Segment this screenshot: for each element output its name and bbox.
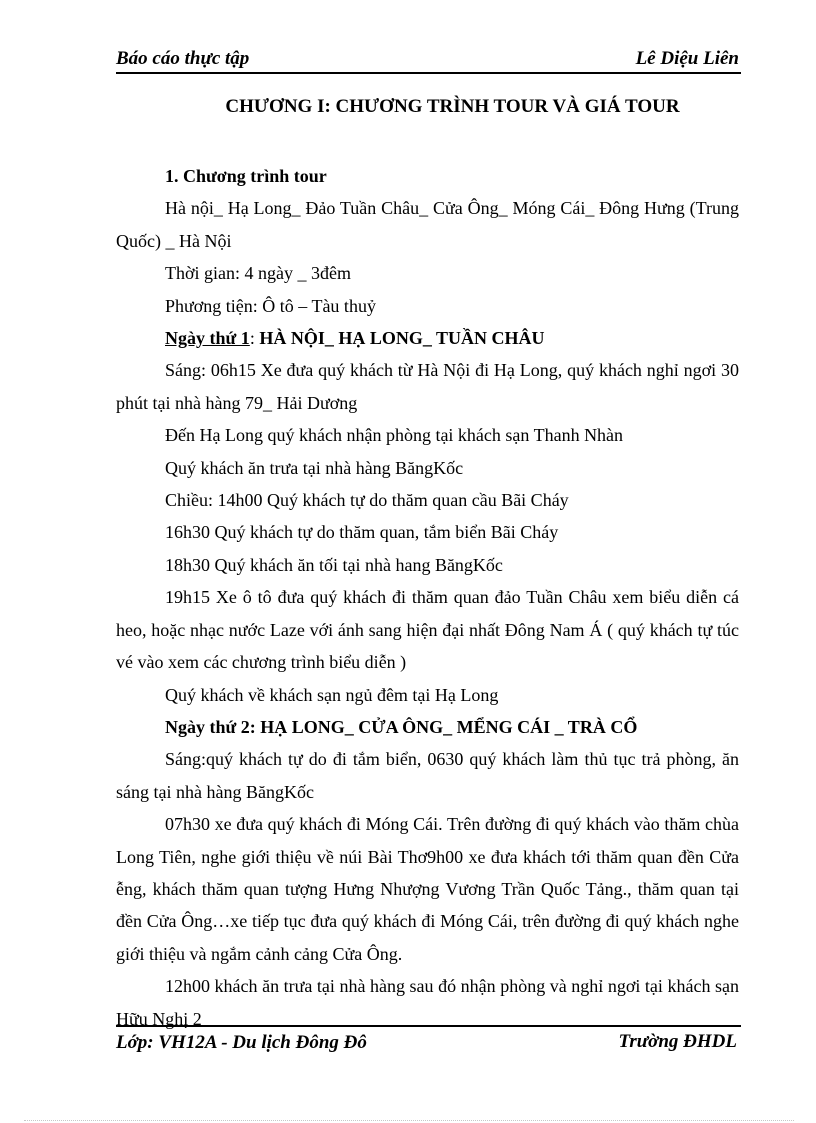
page-bottom-divider: [24, 1120, 794, 1121]
section-heading: 1. Chương trình tour: [165, 166, 327, 186]
day2-line: 12h00 khách ăn trưa tại nhà hàng sau đó nhận phòng và nghỉ ngơi tại khách sạn Hữu Nghị 2: [116, 976, 739, 1029]
day2-line: Sáng:quý khách tự do đi tắm biển, 0630 quý khách làm thủ tục trả phòng, ăn sáng tại nhà hàng BăngKốc: [116, 749, 739, 802]
footer-school-name: Trường ĐHDL: [618, 1031, 737, 1052]
transport-line: Phương tiện: Ô tô – Tàu thuỷ: [165, 295, 376, 316]
day1-line: Sáng: 06h15 Xe đưa quý khách từ Hà Nội đi Hạ Long, quý khách nghỉ ngơi 30 phút tại nhà hàng 79_ Hải Dương: [116, 360, 739, 413]
duration-line: Thời gian: 4 ngày _ 3đêm: [165, 263, 351, 284]
footer-class-name: Lớp: VH12A - Du lịch Đông Đô: [116, 1032, 367, 1053]
day1-line: Chiều: 14h00 Quý khách tự do thăm quan cầu Bãi Cháy: [165, 490, 569, 511]
day1-title: HÀ NỘI_ HẠ LONG_ TUẦN CHÂU: [259, 328, 545, 349]
day1-line: 16h30 Quý khách tự do thăm quan, tắm biển Bãi Cháy: [165, 522, 559, 543]
day1-line: 19h15 Xe ô tô đưa quý khách đi thăm quan đảo Tuần Châu xem biểu diễn cá heo, hoặc nhạc nước Laze với ánh sang hiện đại nhất Đông Nam Á ( quý khách tự túc vé vào xem các chương trình biểu diễn ): [116, 587, 739, 673]
page-footer: [116, 1025, 741, 1055]
route-paragraph: Hà nội_ Hạ Long_ Đảo Tuần Châu_ Cửa Ông_ Móng Cái_ Đông Hưng (Trung Quốc) _ Hà Nội: [116, 198, 739, 251]
day1-line: Quý khách ăn trưa tại nhà hàng BăngKốc: [165, 457, 464, 478]
day1-line: Đến Hạ Long quý khách nhận phòng tại khách sạn Thanh Nhàn: [165, 425, 624, 446]
day1-colon: :: [249, 328, 260, 349]
page-header: [116, 48, 741, 74]
day1-heading: [116, 322, 739, 354]
header-author: Lê Diệu Liên: [635, 48, 739, 69]
day1-line: Quý khách về khách sạn ngủ đêm tại Hạ Long: [165, 684, 499, 705]
day1-label: Ngày thứ 1: [165, 328, 250, 349]
chapter-title: CHƯƠNG I: CHƯƠNG TRÌNH TOUR VÀ GIÁ TOUR: [225, 96, 680, 117]
document-body: [116, 160, 739, 1035]
day2-line: 07h30 xe đưa quý khách đi Móng Cái. Trên đường đi quý khách vào thăm chùa Long Tiên, nghe giới thiệu về núi Bài Thơ9h00 xe đưa khách tới thăm quan đền Cửa ễng, khách thăm quan tượng Hưng Nhượng Vương Trần Quốc Tảng., thăm quan tại đền Cửa Ông…xe tiếp tục đưa quý khách đi Móng Cái, trên đường đi quý khách nghe giới thiệu và ngắm cảnh cảng Cửa Ông.: [116, 814, 739, 964]
header-report-title: Báo cáo thực tập: [116, 48, 250, 69]
day2-heading: Ngày thứ 2: HẠ LONG_ CỬA ÔNG_ MỂNG CÁI _ TRÀ CỔ: [165, 716, 638, 737]
day1-line: 18h30 Quý khách ăn tối tại nhà hang BăngKốc: [165, 554, 503, 575]
